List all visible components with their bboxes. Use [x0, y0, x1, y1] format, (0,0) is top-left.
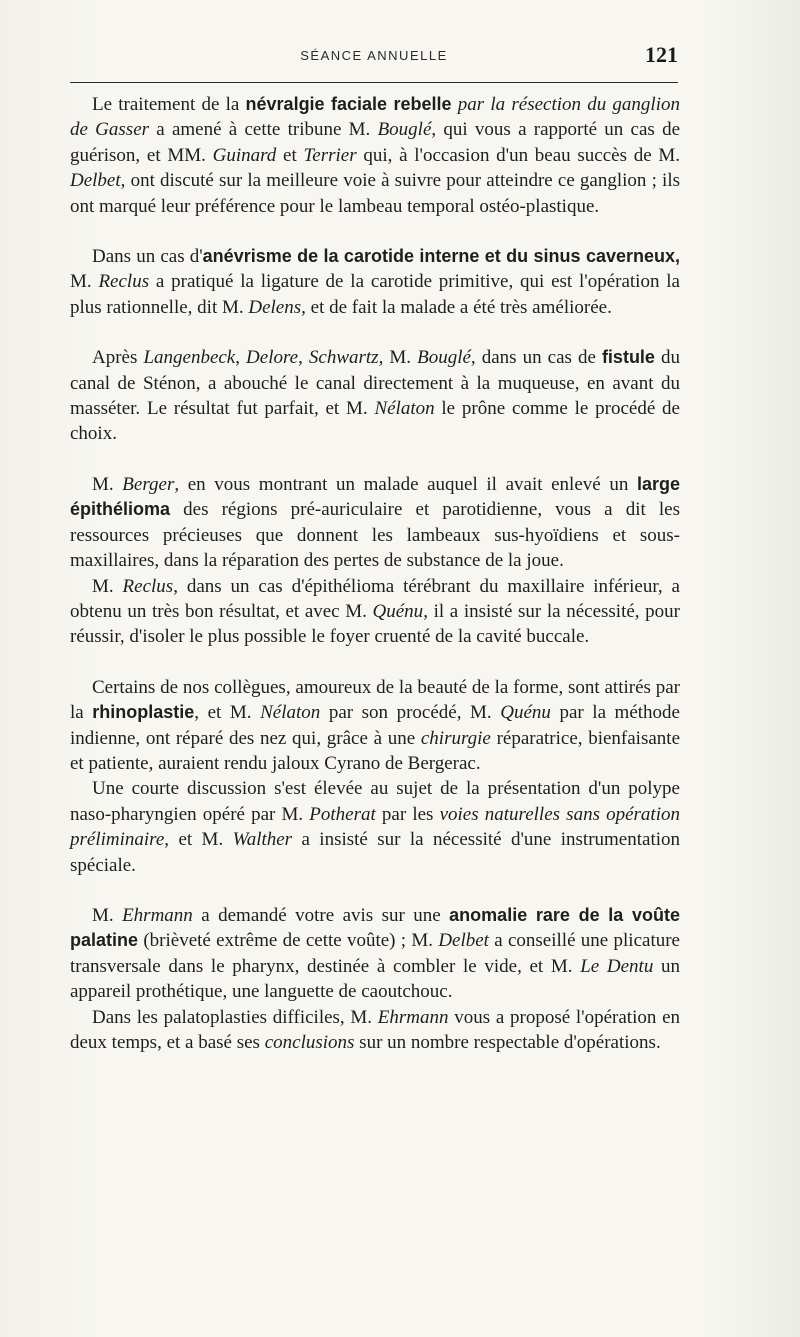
- text-run: a insisté sur la nécessité d'une instrumentation spéciale.: [70, 829, 680, 876]
- italic-term: Quénu: [500, 702, 551, 724]
- italic-term: chirurgie: [420, 727, 491, 749]
- text-run: a conseillé une plicature transversale dans le pharynx, destinée à combler le vide, et M.: [70, 930, 680, 977]
- text-run: , ont discuté sur la meilleure voie à suivre pour atteindre ce ganglion ; ils ont marqué leur préférence pour le lambeau temporal ostéo-plastique.: [70, 170, 680, 217]
- text-run: M.: [92, 473, 123, 495]
- page-number: 121: [645, 42, 678, 67]
- text-run: qui, à l'occasion d'un beau succès de M.: [356, 144, 681, 166]
- text-run: ,: [235, 347, 247, 369]
- paragraph-stenon-fistula: [70, 345, 680, 447]
- text-run: Dans un cas d': [92, 246, 203, 268]
- italic-term: Delbet: [438, 930, 489, 952]
- bold-term: névralgie faciale rebelle: [245, 94, 452, 114]
- text-run: , dans un cas de: [470, 347, 602, 369]
- bold-term: fistule: [601, 347, 655, 368]
- italic-term: conclusions: [264, 1032, 355, 1053]
- text-run: M.: [70, 271, 99, 293]
- italic-term: Guinard: [212, 144, 277, 166]
- text-run: réparatrice, bienfaisante et patiente, auraient rendu jaloux Cyrano de Bergerac.: [70, 727, 681, 774]
- text-run: , et M.: [194, 702, 261, 724]
- text-run: un appareil prothétique, une languette de caoutchouc.: [70, 955, 681, 1003]
- italic-term: Nélaton: [374, 398, 435, 420]
- italic-term: Delbet: [70, 170, 121, 192]
- text-run: vous a proposé l'opération en deux temps, et a basé ses: [70, 1006, 681, 1053]
- text-run: , qui vous a rapporté un cas de guérison, et MM.: [70, 119, 680, 166]
- text-run: Certains de nos collègues, amoureux de la beauté de la forme, sont attirés par la: [70, 676, 680, 724]
- text-run: a amené à cette tribune M.: [149, 119, 378, 141]
- header-rule: [70, 82, 678, 83]
- text-run: Dans les palatoplasties difficiles, M.: [92, 1006, 378, 1028]
- italic-term: par la résection du ganglion de Gasser: [70, 94, 680, 141]
- text-run: , et de fait la malade a été très améliorée.: [301, 296, 612, 318]
- text-run: M.: [92, 575, 123, 597]
- paragraph-rhinoplasty: [70, 675, 680, 777]
- italic-term: Nélaton: [260, 702, 321, 724]
- italic-term: Terrier: [303, 144, 357, 166]
- italic-term: Le Dentu: [580, 955, 654, 977]
- italic-term: Bouglé: [377, 119, 432, 141]
- text-run: par son procédé, M.: [320, 702, 501, 724]
- text-run: (brièveté extrême de cette voûte) ; M.: [138, 930, 439, 952]
- italic-term: Potherat: [309, 803, 376, 825]
- body-text: [70, 92, 680, 1055]
- running-title: SÉANCE ANNUELLE: [300, 48, 448, 63]
- text-run: Une courte discussion s'est élevée au sujet de la présentation d'un polype naso-pharyngien opéré par M.: [70, 778, 680, 825]
- text-run: a demandé votre avis sur une: [192, 904, 450, 926]
- italic-term: Reclus: [122, 575, 174, 597]
- italic-term: voies naturelles sans opération préliminaire: [70, 803, 680, 851]
- text-run: par les: [375, 803, 440, 825]
- italic-term: Delore: [246, 347, 299, 369]
- paragraph-palatoplasty: [70, 1005, 680, 1056]
- text-run: des régions pré-auriculaire et parotidienne, vous a dit les ressources précieuses que donnent les lambeaux sus-hyoïdiens et sous-maxillaires, dans la réparation des pertes de substance de la joue.: [70, 499, 680, 572]
- text-run: Après: [92, 347, 144, 369]
- italic-term: Walther: [232, 829, 293, 851]
- italic-term: Ehrmann: [122, 904, 193, 926]
- italic-term: Schwartz: [308, 347, 379, 369]
- text-run: , dans un cas d'épithélioma térébrant du maxillaire inférieur, a obtenu un très bon résultat, et avec M.: [70, 575, 680, 622]
- text-run: , M.: [378, 347, 418, 369]
- text-run: par la méthode indienne, ont réparé des nez qui, grâce à une: [70, 702, 680, 749]
- text-run: sur un nombre respectable d'opérations.: [354, 1032, 661, 1053]
- text-run: du canal de Sténon, a abouché le canal directement à la muqueuse, en avant du masséter. Le résultat fut parfait, et M.: [70, 347, 680, 420]
- text-run: M.: [92, 904, 123, 926]
- italic-term: Bouglé: [417, 347, 471, 369]
- text-run: ,: [298, 347, 309, 369]
- italic-term: Ehrmann: [377, 1006, 449, 1028]
- paragraph-trigeminal-neuralgia: [70, 92, 680, 219]
- italic-term: Quénu: [372, 600, 424, 622]
- paragraph-palatal-anomaly: [70, 903, 680, 1005]
- bold-term: rhinoplastie: [92, 702, 195, 723]
- text-run: a pratiqué la ligature de la carotide primitive, qui est l'opération la plus rationnelle, dit M.: [70, 271, 680, 318]
- text-run: , et M.: [164, 829, 233, 851]
- bold-term: anomalie rare de la voûte palatine: [70, 904, 680, 951]
- paragraph-epithelioma: [70, 472, 680, 574]
- page-header: [70, 40, 678, 70]
- text-run: , en vous montrant un malade auquel il avait enlevé un: [174, 473, 637, 495]
- italic-term: Langenbeck: [143, 347, 236, 369]
- italic-term: Reclus: [98, 271, 150, 293]
- text-run: le prône comme le procédé de choix.: [70, 398, 680, 445]
- text-run: Le traitement de la: [92, 94, 246, 115]
- italic-term: Delens: [248, 296, 302, 318]
- bold-term: anévrisme de la carotide interne et du sinus caverneux,: [202, 246, 681, 267]
- italic-term: Berger: [122, 473, 175, 495]
- bold-term: large épithélioma: [70, 473, 680, 520]
- text-run: et: [276, 144, 304, 166]
- paragraph-nasopharyngeal-polyp: [70, 776, 680, 878]
- paragraph-carotid-aneurysm: [70, 244, 680, 320]
- paragraph-maxillary-epithelioma: [70, 574, 680, 650]
- text-run: , il a insisté sur la nécessité, pour réussir, d'isoler le plus possible le foyer cruenté de la cavité buccale.: [70, 600, 680, 648]
